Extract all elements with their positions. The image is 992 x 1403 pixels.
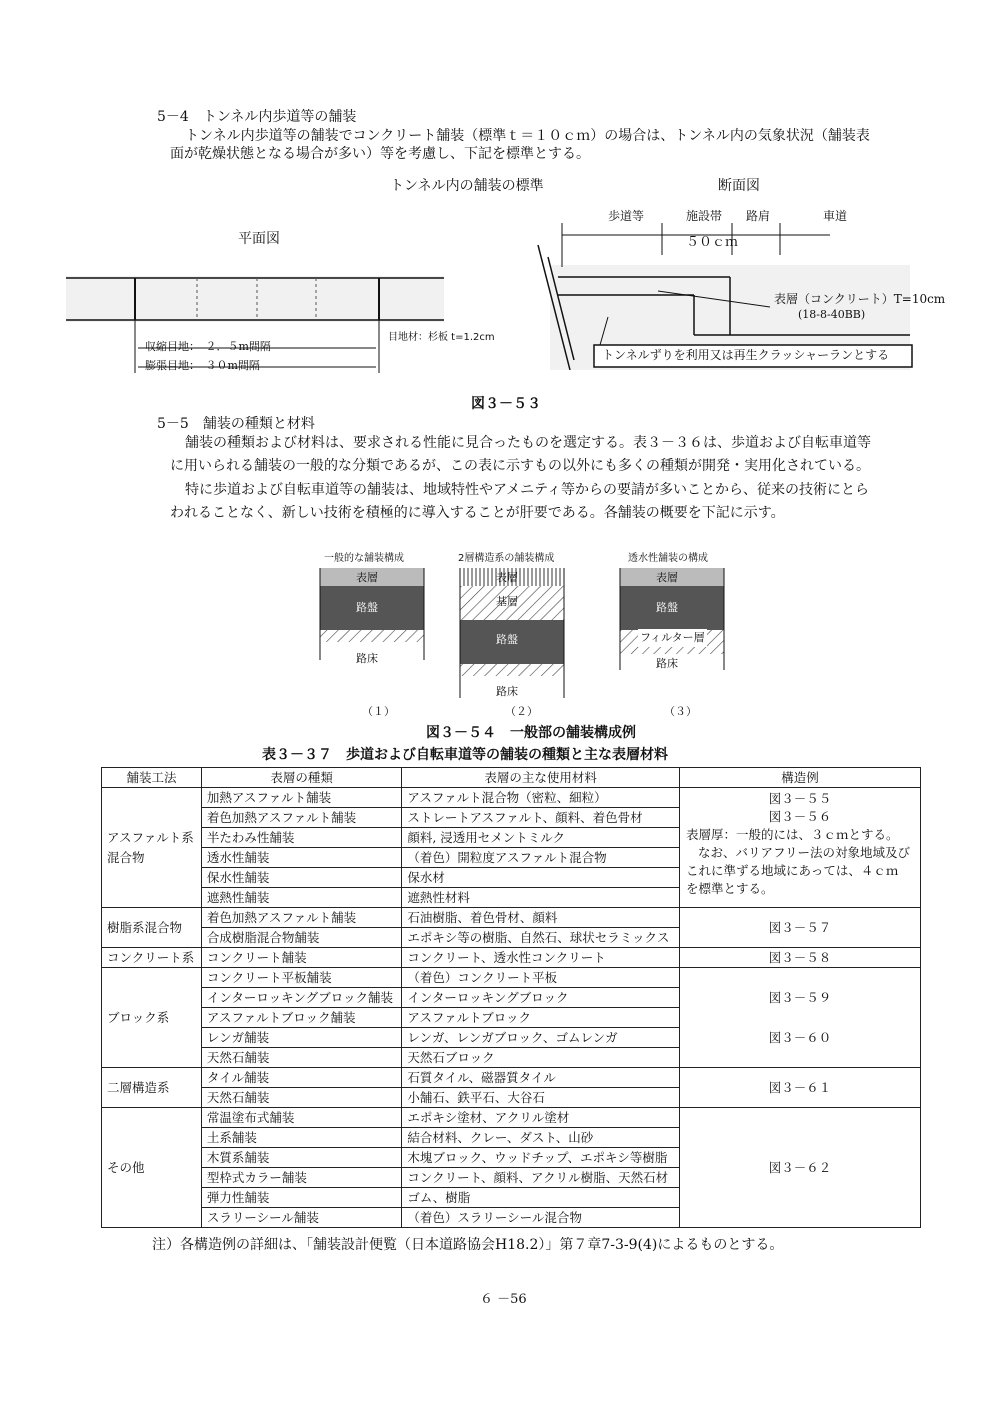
group-cell: 二層構造系 (102, 1068, 202, 1108)
layer-label: 路盤 (356, 601, 378, 614)
type-cell: 保水性舗装 (201, 868, 401, 888)
type-cell: インターロッキングブロック舗装 (201, 988, 401, 1008)
material-cell: （着色）コンクリート平板 (402, 968, 680, 988)
surface-layer-label: 表層（コンクリート）T=10cm (774, 292, 946, 306)
sidewalk-label: 歩道等 (608, 209, 645, 223)
panel-number: （１） (362, 705, 395, 718)
type-cell: 半たわみ性舗装 (201, 828, 401, 848)
structure-note: なお、バリアフリー法の対象地域及び (697, 845, 910, 860)
section-heading-5-5: 5－5 舗装の種類と材料 (157, 416, 315, 432)
type-cell: 合成樹脂混合物舗装 (201, 928, 401, 948)
material-cell: 小舗石、鉄平石、大谷石 (402, 1088, 680, 1108)
group-name: 混合物 (107, 849, 145, 865)
table-note: 注）各構造例の詳細は、「舗装設計便覧（日本道路協会H18.2）」第７章7-3-9(4)によるものとする。 (152, 1237, 784, 1253)
table-row (102, 968, 921, 988)
subgrade-hatch (460, 664, 564, 676)
table-header-row (102, 768, 921, 788)
table-row (102, 1108, 921, 1128)
panel-number: （３） (664, 705, 697, 718)
type-cell: 着色加熱アスファルト舗装 (201, 908, 401, 928)
figure-title: トンネル内の舗装の標準 (390, 178, 544, 194)
column-header: 表層の種類 (201, 768, 401, 788)
structure-note: これに準ずる地域にあっては、４ｃｍ (685, 863, 899, 878)
shoulder-label: 路肩 (746, 209, 771, 223)
material-cell: エポキシ塗材、アクリル塗材 (402, 1108, 680, 1128)
layer-label: 路床 (496, 685, 518, 698)
material-cell: ストレートアスファルト、顔料、着色骨材 (402, 808, 680, 828)
material-cell: 木塊ブロック、ウッドチップ、エポキシ等樹脂 (402, 1148, 680, 1168)
plan-view-label: 平面図 (238, 231, 280, 247)
plan-view-diagram (66, 268, 456, 378)
group-cell: その他 (102, 1108, 202, 1228)
material-cell: アスファルトブロック (402, 1008, 680, 1028)
figure-caption: 図３－５４ 一般部の舗装構成例 (426, 725, 636, 741)
structure-note: 表層厚：一般的には、３ｃｍとする。 (685, 827, 899, 842)
surface-spec-label: (18-8-40BB) (798, 308, 866, 321)
group-cell: ブロック系 (102, 968, 202, 1068)
section-view-label: 断面図 (718, 178, 760, 194)
layer-label: 路盤 (656, 601, 678, 614)
figure-caption: 図３－５３ (471, 396, 541, 412)
structure-ref: 図３－６０ (768, 1029, 832, 1045)
structure-cell: 図３－６２ (679, 1108, 920, 1228)
structure-ref: 図３－５９ (768, 989, 832, 1005)
joint-material-label: 目地材：杉板 t=1.2cm (388, 332, 495, 343)
table-title: 表３－３７ 歩道および自転車道等の舗装の種類と主な表層材料 (262, 747, 668, 763)
type-cell: 天然石舗装 (201, 1088, 401, 1108)
type-cell: 弾力性舗装 (201, 1188, 401, 1208)
subgrade-hatch (320, 630, 424, 642)
layer-label: 路盤 (496, 633, 518, 646)
table-row (102, 1068, 921, 1088)
type-cell: コンクリート平板舗装 (201, 968, 401, 988)
material-cell: ゴム、樹脂 (402, 1188, 680, 1208)
panel1-title: 一般的な舗装構成 (324, 553, 404, 564)
column-header: 構造例 (679, 768, 920, 788)
structure-ref: 図３－５５ (768, 791, 832, 806)
type-cell: アスファルトブロック舗装 (201, 1008, 401, 1028)
expansion-joint-label: 膨張目地： ３０m間隔 (145, 359, 260, 372)
layer-label: 路床 (356, 652, 378, 665)
contraction-joint-label: 収縮目地： ２．５m間隔 (145, 340, 271, 353)
paragraph-line: 特に歩道および自転車道等の舗装は、地域特性やアメニティ等からの要請が多いことから、従来の技術にとら (185, 482, 870, 498)
panel2-title: 2層構造系の舗装構成 (458, 553, 555, 564)
structure-cell (679, 788, 920, 908)
material-cell: コンクリート、顔料、アクリル樹脂、天然石材 (402, 1168, 680, 1188)
material-cell: 保水材 (402, 868, 680, 888)
paragraph-line: トンネル内歩道等の舗装でコンクリート舗装（標準ｔ＝１０ｃｍ）の場合は、トンネル内の気象状況（舗装表 (185, 128, 870, 144)
type-cell: 型枠式カラー舗装 (201, 1168, 401, 1188)
material-cell: レンガ、レンガブロック、ゴムレンガ (402, 1028, 680, 1048)
layer-label: 表層 (356, 571, 378, 584)
material-cell: エポキシ等の樹脂、自然石、球状セラミックス (402, 928, 680, 948)
layer-label: 路床 (656, 657, 678, 670)
type-cell: スラリーシール舗装 (201, 1208, 401, 1228)
group-cell (102, 788, 202, 908)
material-cell: 顔料, 浸透用セメントミルク (402, 828, 680, 848)
material-cell: コンクリート、透水性コンクリート (402, 948, 680, 968)
material-cell: 天然石ブロック (402, 1048, 680, 1068)
type-cell: 土系舗装 (201, 1128, 401, 1148)
type-cell: 着色加熱アスファルト舗装 (201, 808, 401, 828)
type-cell: 加熱アスファルト舗装 (201, 788, 401, 808)
material-cell: アスファルト混合物（密粒、細粒） (402, 788, 680, 808)
paragraph-line: 面が乾燥状態となる場合が多い）等を考慮し、下記を標準とする。 (170, 146, 590, 162)
panel-number: （２） (505, 705, 538, 718)
roadway-label: 車道 (823, 209, 848, 223)
column-header: 表層の主な使用材料 (402, 768, 680, 788)
material-cell: インターロッキングブロック (402, 988, 680, 1008)
type-cell: 遮熱性舗装 (201, 888, 401, 908)
paragraph-line: 舗装の種類および材料は、要求される性能に見合ったものを選定する。表３－３６は、歩道および自転車道等 (185, 435, 871, 451)
type-cell: レンガ舗装 (201, 1028, 401, 1048)
layer-label: 表層 (496, 571, 518, 584)
type-cell: コンクリート舗装 (201, 948, 401, 968)
table-row (102, 908, 921, 928)
paragraph-line: に用いられる舗装の一般的な分類であるが、この表に示すもの以外にも多くの種類が開発・実用化されている。 (170, 458, 870, 474)
table-row (102, 948, 921, 968)
width-label: ５０ｃｍ (686, 235, 739, 250)
type-cell: 透水性舗装 (201, 848, 401, 868)
material-cell: 結合材料、クレー、ダスト、山砂 (402, 1128, 680, 1148)
material-cell: （着色）開粒度アスファルト混合物 (402, 848, 680, 868)
structure-ref: 図３－５６ (768, 809, 832, 824)
material-cell: 遮熱性材料 (402, 888, 680, 908)
group-cell: コンクリート系 (102, 948, 202, 968)
type-cell: 天然石舗装 (201, 1048, 401, 1068)
column-header: 舗装工法 (102, 768, 202, 788)
structure-note: を標準とする。 (685, 881, 774, 896)
structure-cell: 図３－６１ (679, 1068, 920, 1108)
pavement-types-table (101, 767, 921, 1228)
structure-cell: 図３－５７ (679, 908, 920, 948)
layer-label: 基層 (496, 595, 518, 608)
structure-cell: 図３－５８ (679, 948, 920, 968)
material-cell: 石質タイル、磁器質タイル (402, 1068, 680, 1088)
structure-cell (679, 968, 920, 1068)
group-name: アスファルト系 (107, 829, 194, 845)
page-number: ６ －56 (480, 1292, 527, 1307)
material-cell: 石油樹脂、着色骨材、顔料 (402, 908, 680, 928)
section-heading-5-4: 5－4 トンネル内歩道等の舗装 (157, 109, 357, 125)
plan-pavement-strip (66, 276, 444, 322)
base-note-label: トンネルずりを利用又は再生クラッシャーランとする (602, 348, 890, 362)
type-cell: 木質系舗装 (201, 1148, 401, 1168)
panel3-title: 透水性舗装の構成 (628, 553, 708, 564)
type-cell: 常温塗布式舗装 (201, 1108, 401, 1128)
paragraph-line: われることなく、新しい技術を積極的に導入することが肝要である。各舗装の概要を下記に示す。 (170, 505, 785, 521)
type-cell: タイル舗装 (201, 1068, 401, 1088)
group-cell: 樹脂系混合物 (102, 908, 202, 948)
layer-label: フィルター層 (638, 629, 707, 647)
material-cell: （着色）スラリーシール混合物 (402, 1208, 680, 1228)
layer-label: 表層 (656, 571, 678, 584)
facility-zone-label: 施設帯 (686, 209, 723, 223)
table-row (102, 788, 921, 808)
